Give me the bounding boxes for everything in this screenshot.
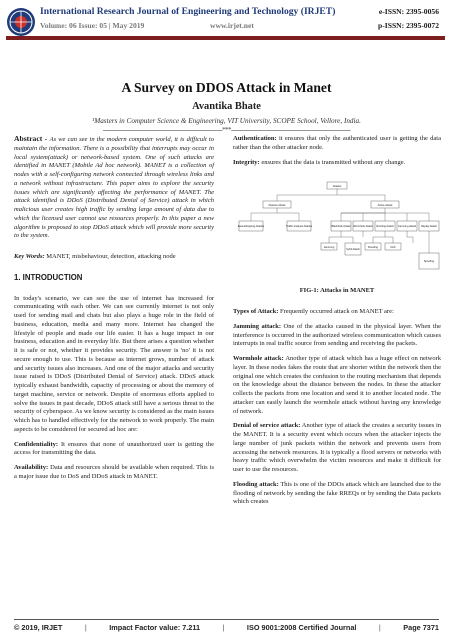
figure-caption: FIG-1: Attacks in MANET: [299, 287, 375, 295]
paper-author: Avantika Bhate: [192, 101, 261, 112]
footer-impact-factor: Impact Factor value: 7.211: [109, 623, 201, 632]
journal-volume: Volume: 06 Issue: 05 | May 2019: [40, 21, 145, 30]
intro-paragraph: In today's scenario, we can see the use of internet has increased for communicating with each other. We can see currently internet is not only used for sending mail and chats but also plays a huge role in the field of business, education, media and many more. Internet has changed the lifestyle of people and made our life easier. It has a huge impact in our business, education and in everyday life. But there arises a question whether it is safe or not, whether it provides security. The answer is 'no' it is not secure enough to use. This is because as internet grows, number of attack and security issues also increases. And one of the major attacks and security issue raised is DDoS (Distributed Denial of Service) attack. DDoS attack typically exhaust bandwidth, capacity of processing or about the memory of target machine, service or network. Despite of enormous efforts applied to solve the issues in past decade, DDoS attack still have a serious threat to the security of cyberspace. As we know security is considered as the main issues which has to handled effectively for the network to work properly. The main aspects to be considered for secured ad hoc are:: [14, 294, 214, 433]
availability-text: Data and resources should be available when required. This is a major issue due to DoS and DDoS attack in MANET.: [14, 464, 214, 480]
irjet-logo: [6, 7, 36, 37]
keywords-text: MANET, misbehaviour, detection, attacking node: [44, 253, 176, 260]
journal-website[interactable]: www.irjet.net: [210, 21, 254, 30]
author-affiliation: ¹Masters in Computer Science & Engineering, VIT University, SCOPE School, Vellore, India.: [92, 117, 361, 125]
attacks-figure: [233, 175, 441, 279]
footer-divider: [14, 619, 439, 620]
e-issn: e-ISSN: 2395-0056: [378, 7, 439, 16]
authentication-paragraph: [233, 135, 441, 153]
flooding-paragraph: [233, 481, 441, 507]
label-flooding: Flooding: [368, 246, 378, 250]
wormhole-paragraph: [233, 355, 441, 416]
label-root: Attacks: [332, 185, 342, 189]
footer-separator: |: [84, 623, 87, 632]
availability-label: Availability:: [14, 464, 49, 471]
jamming-text: One of the attacks caused in the physical layer. When the interference is occurred in the authorized wireless communication which causes interrupts in real traffic source from sending and receiving the packets.: [233, 322, 441, 348]
section-separator: ---------------------------------------------------------------------***---------------------------------------------------------------------: [102, 126, 351, 134]
abstract-text: As we can see in the modern computer world, it is difficult to maintain the information. There is a possibility that interrupts may occur in local system(attack) or network-based system. One of such attacks are identified in MANET (Mobile Ad hoc network). MANET is a collection of nodes with a self-configuring network connected through wireless links and a network without infrastructure. This paper aims to explore the security issues which are significantly affecting the performance of MANET. The attack identified is DDoS (Distributed Denial of Service) attack in which malicious user creates high traffic by sending large amount of data due to which the licensed user cannot use resources properly. In this paper a new algorithm is proposed to stop DDoS attack which will provide more security to the system.: [14, 136, 214, 240]
authentication-text: it ensures that only the authenticated user is getting the data rather than the other attacker node.: [233, 135, 441, 151]
keywords-label: Key Words:: [14, 253, 45, 260]
types-paragraph: [233, 308, 441, 317]
abstract-label: Abstract -: [14, 134, 50, 143]
left-column: [14, 135, 214, 488]
label-jamming: Jamming: [323, 246, 335, 250]
label-replay: Replay Attack: [421, 225, 437, 229]
dos-text: Another type of attack the creates a security issues in the MANET. It is a security event which occurs when the attacker injects the large number of junk packets within the network and prevents users from accessing the network resources. It is typically a flood servers or networks with heavy traffic which overwhelm the victim resources and make it difficult for user to use the resources.: [233, 422, 441, 473]
journal-name: International Research Journal of Engineering and Technology (IRJET): [40, 6, 336, 17]
label-blackhole: Blackhole Attack: [331, 225, 351, 229]
footer-separator: |: [222, 623, 225, 632]
label-sybil: Sybil Attack: [346, 248, 360, 252]
jamming-paragraph: [233, 323, 441, 349]
integrity-paragraph: [233, 159, 441, 168]
wormhole-text: Another type of attack which has a huge effect on network layer. In these nodes fakes the route that are shorter within the network then the original one which creates the confusion to the routing mechanism that depends on the knowledge about the distance between the nodes. In these the attacker collects the packets from one location and send it to another located node. The attacker can easily launch the wormhole attack without having any knowledge of network.: [233, 355, 441, 415]
paper-title: A Survey on DDOS Attack in Manet: [121, 80, 332, 95]
footer-separator: |: [378, 623, 381, 632]
header-divider: [6, 36, 445, 40]
footer-iso: ISO 9001:2008 Certified Journal: [246, 623, 357, 632]
label-eavesdropping: Eavesdropping Attacks: [237, 225, 265, 229]
flooding-text: This is one of the DDOs attack which are launched due to the flooding of network by sending the fake RREQs or by sending the Data packets which creates: [233, 480, 441, 506]
types-text: Frequently occurred attack on MANET are:: [278, 308, 394, 315]
integrity-text: ensures that the data is transmitted without any change.: [259, 158, 406, 166]
page-footer: [14, 623, 439, 632]
availability-paragraph: [14, 464, 214, 482]
integrity-label: Integrity:: [233, 158, 260, 166]
label-spoofing: Spoofing: [423, 260, 435, 264]
label-jamming-attack: Jamming attack: [397, 225, 417, 229]
label-active: Active Attack: [377, 204, 393, 208]
label-traffic-analysis: Traffic analysis Attacks: [285, 225, 313, 229]
label-passive: Passive Attack: [268, 204, 286, 208]
jamming-label: Jamming attack:: [233, 322, 282, 330]
types-label: Types of Attack:: [233, 308, 279, 315]
label-wormhole: Wormhole Attack: [353, 225, 373, 229]
wormhole-label: Wormhole attack:: [233, 355, 284, 362]
p-issn: p-ISSN: 2395-0072: [378, 21, 439, 30]
authentication-label: Authentication:: [233, 135, 277, 142]
flooding-label: Flooding attack:: [233, 480, 279, 488]
section-heading-introduction: 1. INTRODUCTION: [14, 272, 83, 282]
dos-paragraph: [233, 422, 441, 475]
label-rushing: Rushing Attack: [376, 225, 394, 229]
footer-page-number: Page 7371: [403, 623, 439, 632]
confidentiality-text: It ensures that none of unauthorized user is getting the access for transmitting the data.: [14, 440, 214, 457]
confidentiality-label: Confidentiality:: [14, 440, 59, 448]
attacks-tree-diagram: [233, 175, 441, 279]
dos-label: Denial of service attack:: [233, 422, 301, 430]
label-dos: DoS: [390, 246, 396, 250]
keywords: [14, 253, 214, 262]
abstract: [14, 135, 214, 241]
confidentiality-paragraph: [14, 441, 214, 459]
footer-copyright: © 2019, IRJET: [14, 623, 63, 632]
right-column: [233, 135, 441, 513]
